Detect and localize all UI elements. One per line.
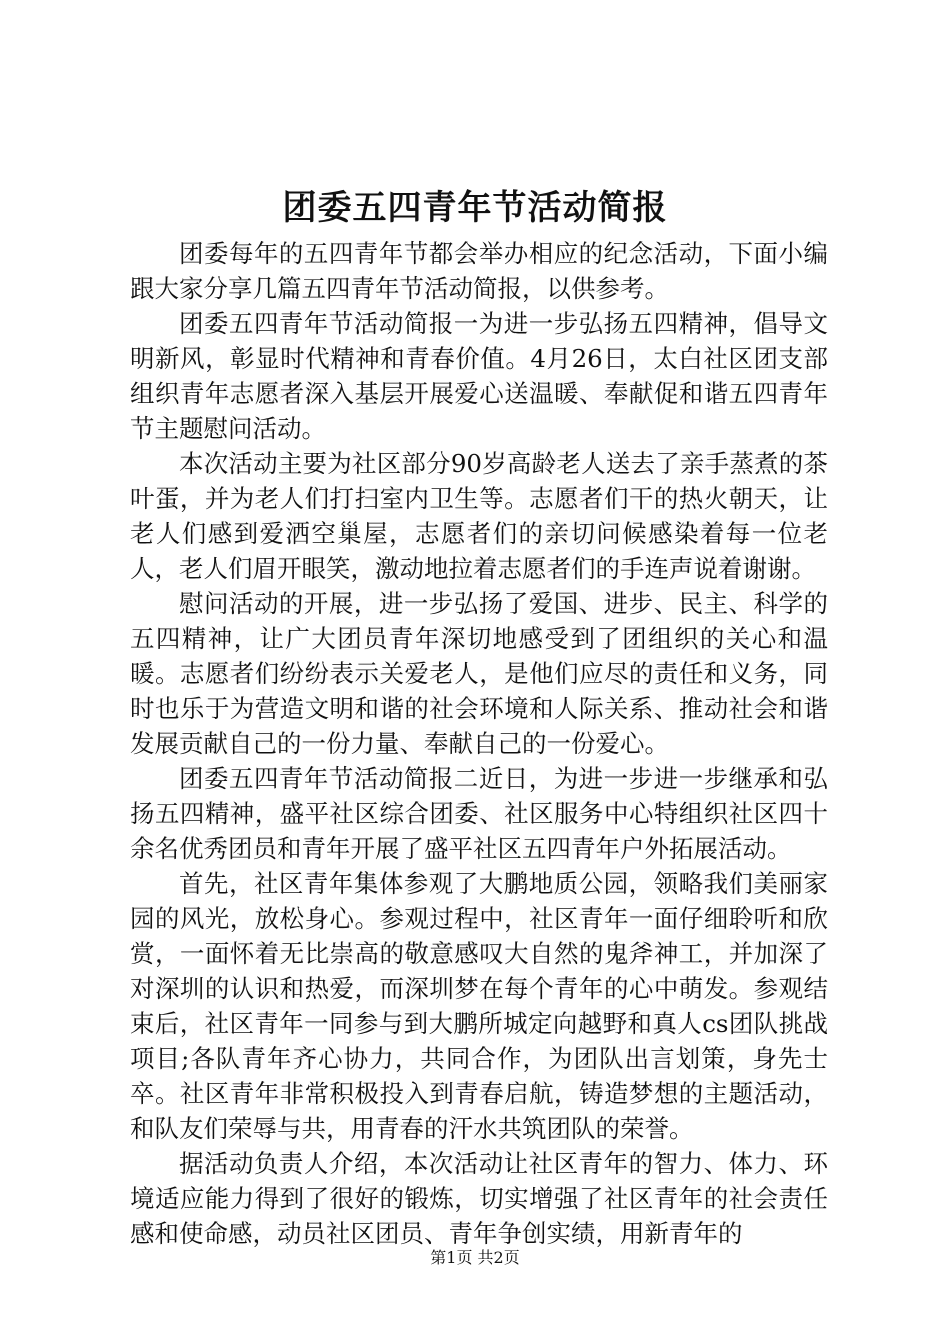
document-body (130, 236, 828, 1251)
paragraph: 据活动负责人介绍，本次活动让社区青年的智力、体力、环境适应能力得到了很好的锻炼，切实增强了社区青年的社会责任感和使命感，动员社区团员、青年争创实绩，用新青年的 (130, 1149, 828, 1248)
paragraph: 本次活动主要为社区部分90岁高龄老人送去了亲手蒸煮的茶叶蛋，并为老人们打扫室内卫生等。志愿者们干的热火朝天，让老人们感到爱洒空巢屋，志愿者们的亲切问候感染着每一位老人，老人们眉开眼笑，激动地拉着志愿者们的手连声说着谢谢。 (130, 449, 828, 583)
paragraph: 团委五四青年节活动简报一为进一步弘扬五四精神，倡导文明新风，彰显时代精神和青春价值。4月26日，太白社区团支部组织青年志愿者深入基层开展爱心送温暖、奉献促和谐五四青年节主题慰问活动。 (130, 309, 828, 443)
page-footer: 第1页 共2页 (430, 1248, 520, 1267)
paragraph: 团委五四青年节活动简报二近日，为进一步进一步继承和弘扬五四精神，盛平社区综合团委、社区服务中心特组织社区四十余名优秀团员和青年开展了盛平社区五四青年户外拓展活动。 (130, 764, 828, 863)
paragraph: 首先，社区青年集体参观了大鹏地质公园，领略我们美丽家园的风光，放松身心。参观过程中，社区青年一面仔细聆听和欣赏，一面怀着无比崇高的敬意感叹大自然的鬼斧神工，并加深了对深圳的认识和热爱，而深圳梦在每个青年的心中萌发。参观结束后，社区青年一同参与到大鹏所城定向越野和真人cs团队挑战项目;各队青年齐心协力，共同合作，为团队出言划策，身先士卒。社区青年非常积极投入到青春启航，铸造梦想的主题活动，和队友们荣辱与共，用青春的汗水共筑团队的荣誉。 (130, 869, 828, 1143)
paragraph: 团委每年的五四青年节都会举办相应的纪念活动，下面小编跟大家分享几篇五四青年节活动简报，以供参考。 (130, 239, 828, 303)
document-title: 团委五四青年节活动简报 (282, 188, 668, 228)
paragraph: 慰问活动的开展，进一步弘扬了爱国、进步、民主、科学的五四精神，让广大团员青年深切地感受到了团组织的关心和温暖。志愿者们纷纷表示关爱老人，是他们应尽的责任和义务，同时也乐于为营造文明和谐的社会环境和人际关系、推动社会和谐发展贡献自己的一份力量、奉献自己的一份爱心。 (130, 589, 828, 758)
